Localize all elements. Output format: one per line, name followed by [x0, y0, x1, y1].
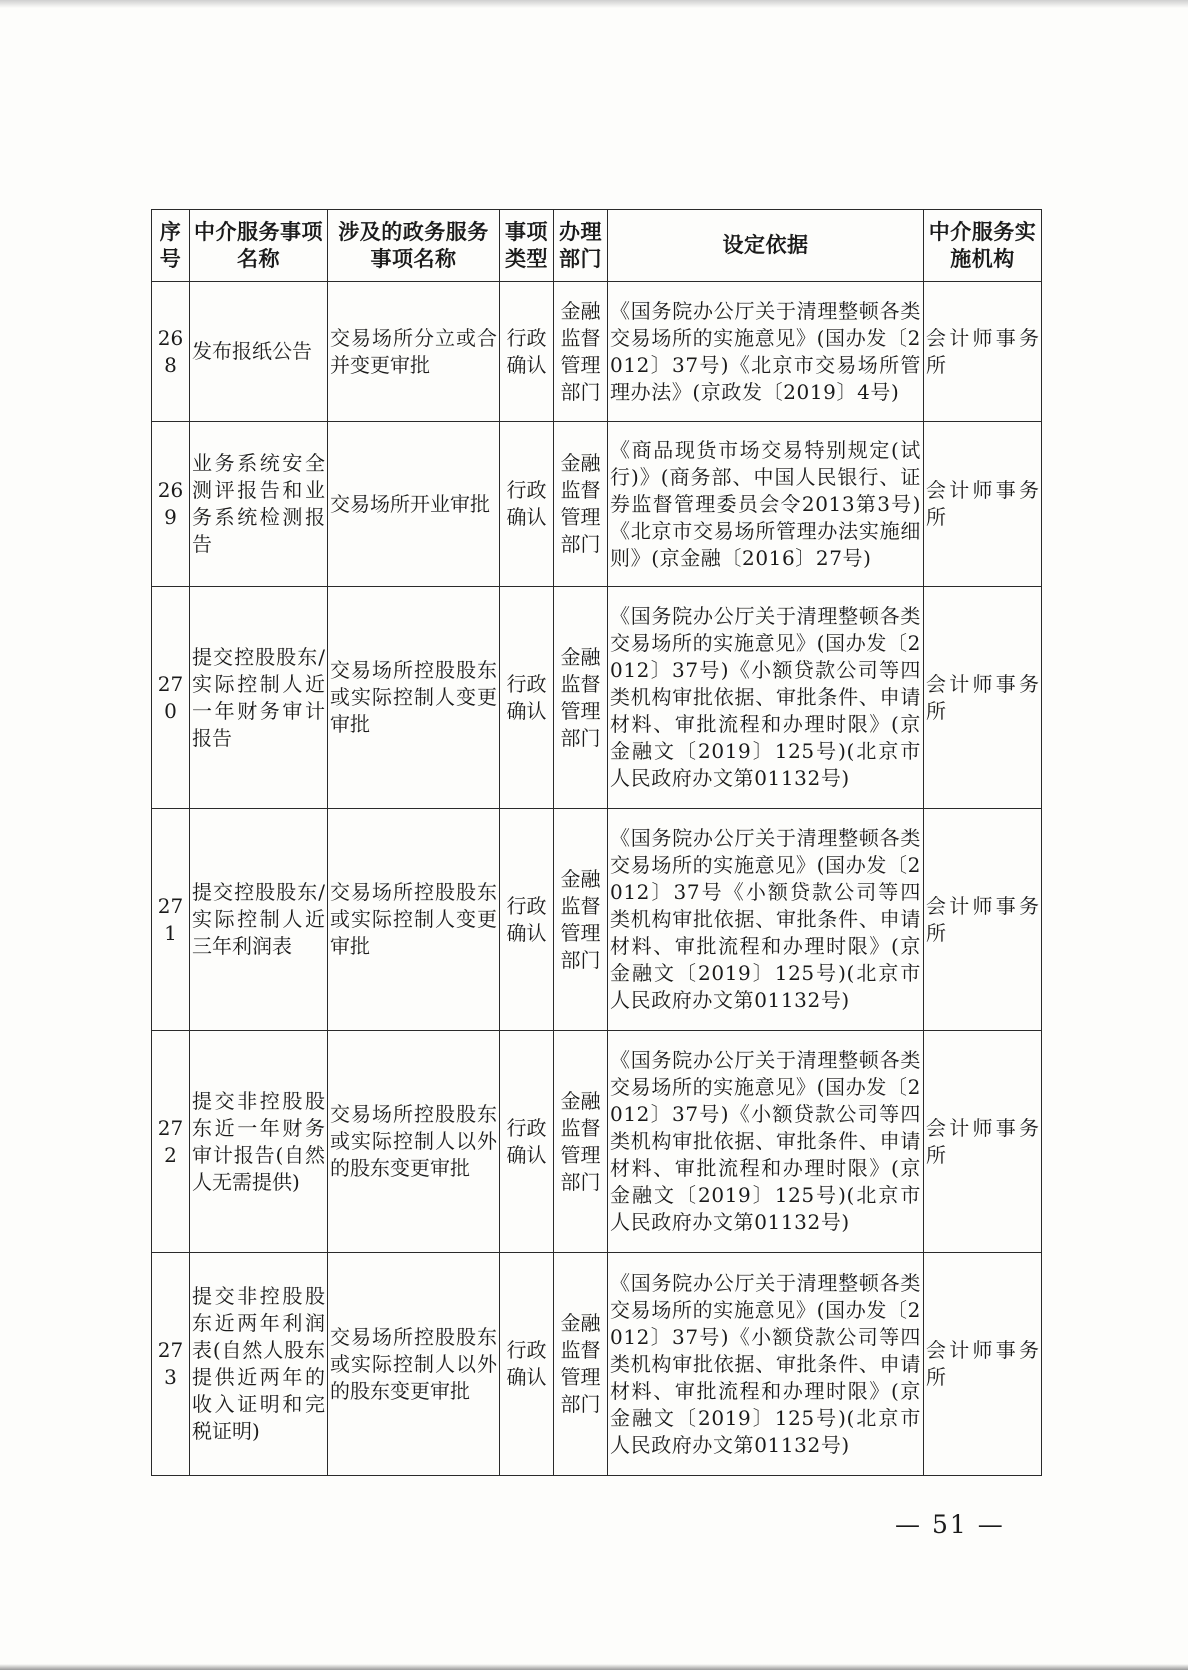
row-government-item: 交易场所控股股东或实际控制人以外的股东变更审批 [328, 1031, 500, 1253]
intermediary-services-table [151, 209, 1042, 1476]
row-implementing-agency: 会计师事务所 [924, 1253, 1042, 1476]
row-serial-number: 268 [152, 282, 190, 422]
row-legal-basis: 《商品现货市场交易特别规定(试行)》(商务部、中国人民银行、证券监督管理委员会令2013第3号)《北京市交易场所管理办法实施细则》(京金融〔2016〕27号) [608, 422, 924, 587]
row-legal-basis: 《国务院办公厅关于清理整顿各类交易场所的实施意见》(国办发〔2012〕37号)《小额贷款公司等四类机构审批依据、审批条件、申请材料、审批流程和办理时限》(京金融文〔2019〕125号)(北京市人民政府办文第01132号) [608, 1031, 924, 1253]
row-legal-basis: 《国务院办公厅关于清理整顿各类交易场所的实施意见》(国办发〔2012〕37号)《北京市交易场所管理办法》(京政发〔2019〕4号) [608, 282, 924, 422]
row-department: 金融监督管理部门 [554, 1253, 608, 1476]
row-serial-number: 270 [152, 587, 190, 809]
row-legal-basis: 《国务院办公厅关于清理整顿各类交易场所的实施意见》(国办发〔2012〕37号)《小额贷款公司等四类机构审批依据、审批条件、申请材料、审批流程和办理时限》(京金融文〔2019〕125号)(北京市人民政府办文第01132号) [608, 1253, 924, 1476]
header-government-item: 涉及的政务服务事项名称 [328, 210, 500, 282]
row-implementing-agency: 会计师事务所 [924, 422, 1042, 587]
row-implementing-agency: 会计师事务所 [924, 1031, 1042, 1253]
row-item-type: 行政确认 [500, 1031, 554, 1253]
scan-edge-bottom [0, 1664, 1188, 1670]
row-item-type: 行政确认 [500, 587, 554, 809]
row-serial-number: 271 [152, 809, 190, 1031]
table-row [152, 587, 1042, 809]
row-government-item: 交易场所控股股东或实际控制人变更审批 [328, 809, 500, 1031]
row-implementing-agency: 会计师事务所 [924, 282, 1042, 422]
row-department: 金融监督管理部门 [554, 1031, 608, 1253]
row-serial-number: 272 [152, 1031, 190, 1253]
row-department: 金融监督管理部门 [554, 587, 608, 809]
row-service-name: 发布报纸公告 [190, 282, 328, 422]
row-service-name: 提交非控股股东近一年财务审计报告(自然人无需提供) [190, 1031, 328, 1253]
row-government-item: 交易场所分立或合并变更审批 [328, 282, 500, 422]
row-item-type: 行政确认 [500, 809, 554, 1031]
header-department: 办理部门 [554, 210, 608, 282]
row-government-item: 交易场所开业审批 [328, 422, 500, 587]
row-government-item: 交易场所控股股东或实际控制人以外的股东变更审批 [328, 1253, 500, 1476]
row-service-name: 业务系统安全测评报告和业务系统检测报告 [190, 422, 328, 587]
page-number: — 51 — [895, 1510, 1005, 1539]
row-item-type: 行政确认 [500, 422, 554, 587]
row-serial-number: 273 [152, 1253, 190, 1476]
header-legal-basis: 设定依据 [608, 210, 924, 282]
table-header-row [152, 210, 1042, 282]
row-service-name: 提交控股股东/实际控制人近一年财务审计报告 [190, 587, 328, 809]
row-serial-number: 269 [152, 422, 190, 587]
row-legal-basis: 《国务院办公厅关于清理整顿各类交易场所的实施意见》(国办发〔2012〕37号《小额贷款公司等四类机构审批依据、审批条件、申请材料、审批流程和办理时限》(京金融文〔2019〕125号)(北京市人民政府办文第01132号) [608, 809, 924, 1031]
row-item-type: 行政确认 [500, 1253, 554, 1476]
row-department: 金融监督管理部门 [554, 282, 608, 422]
row-department: 金融监督管理部门 [554, 809, 608, 1031]
header-serial-number: 序号 [152, 210, 190, 282]
header-item-type: 事项类型 [500, 210, 554, 282]
table-row [152, 282, 1042, 422]
header-service-name: 中介服务事项名称 [190, 210, 328, 282]
header-implementing-agency: 中介服务实施机构 [924, 210, 1042, 282]
row-department: 金融监督管理部门 [554, 422, 608, 587]
table-row [152, 1253, 1042, 1476]
table-row [152, 422, 1042, 587]
row-service-name: 提交控股股东/实际控制人近三年利润表 [190, 809, 328, 1031]
row-legal-basis: 《国务院办公厅关于清理整顿各类交易场所的实施意见》(国办发〔2012〕37号)《小额贷款公司等四类机构审批依据、审批条件、申请材料、审批流程和办理时限》(京金融文〔2019〕125号)(北京市人民政府办文第01132号) [608, 587, 924, 809]
table-row [152, 809, 1042, 1031]
row-service-name: 提交非控股股东近两年利润表(自然人股东提供近两年的收入证明和完税证明) [190, 1253, 328, 1476]
scan-edge-top [0, 0, 1188, 8]
row-implementing-agency: 会计师事务所 [924, 809, 1042, 1031]
row-item-type: 行政确认 [500, 282, 554, 422]
row-government-item: 交易场所控股股东或实际控制人变更审批 [328, 587, 500, 809]
table-row [152, 1031, 1042, 1253]
row-implementing-agency: 会计师事务所 [924, 587, 1042, 809]
